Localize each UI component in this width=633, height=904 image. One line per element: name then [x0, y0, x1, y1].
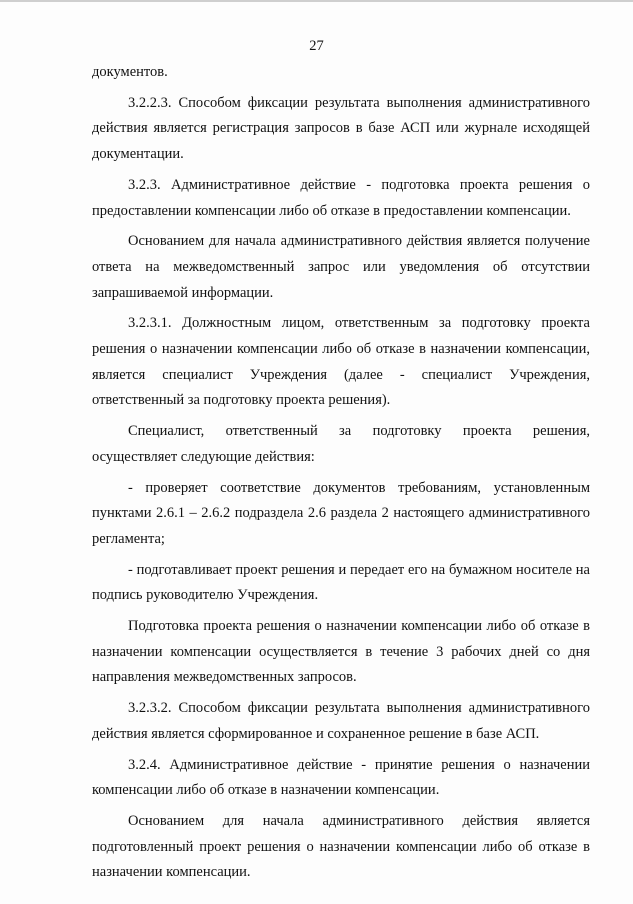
paragraph: Основанием для начала административного действия является подготовленный проект решения о назначении компенсации либо об отказе в назначении компенсации.: [92, 812, 590, 881]
paragraph: - подготавливает проект решения и передает его на бумажном носителе на подпись руководителю Учреждения.: [92, 561, 590, 604]
paragraph: - проверяет соответствие документов требованиям, установленным пунктами 2.6.1 – 2.6.2 подраздела 2.6 раздела 2 настоящего административного регламента;: [92, 479, 590, 547]
page-number: 27: [309, 38, 324, 54]
paragraph: 3.2.2.3. Способом фиксации результата выполнения административного действия является регистрация запросов в базе АСП или журнале исходящей документации.: [92, 94, 590, 163]
paragraph: 3.2.3.2. Способом фиксации результата выполнения административного действия является сформированное и сохраненное решение в базе АСП.: [92, 700, 590, 742]
paragraph: документов.: [92, 64, 168, 80]
paragraph: Подготовка проекта решения о назначении компенсации либо об отказе в назначении компенсации осуществляется в течение 3 рабочих дней со дня направления межведомственных запросов.: [92, 618, 590, 686]
paragraph: 3.2.4. Административное действие - принятие решения о назначении компенсации либо об отказе в назначении компенсации.: [92, 756, 590, 799]
paragraph: Специалист, ответственный за подготовку проекта решения, осуществляет следующие действия:: [92, 423, 590, 465]
paragraph: Основанием для начала административного действия является получение ответа на межведомственный запрос или уведомления об отсутствии запрашиваемой информации.: [92, 233, 590, 301]
scan-top-edge: [0, 0, 633, 2]
paragraph: 3.2.3.1. Должностным лицом, ответственным за подготовку проекта решения о назначении компенсации либо об отказе в назначении компенсации, является специалист Учреждения (далее - специалист Учреждения, ответственный за подготовку проекта решения).: [92, 315, 590, 409]
paragraph: 3.2.3. Административное действие - подготовка проекта решения о предоставлении компенсации либо об отказе в предоставлении компенсации.: [92, 176, 590, 219]
document-body: [92, 60, 590, 891]
